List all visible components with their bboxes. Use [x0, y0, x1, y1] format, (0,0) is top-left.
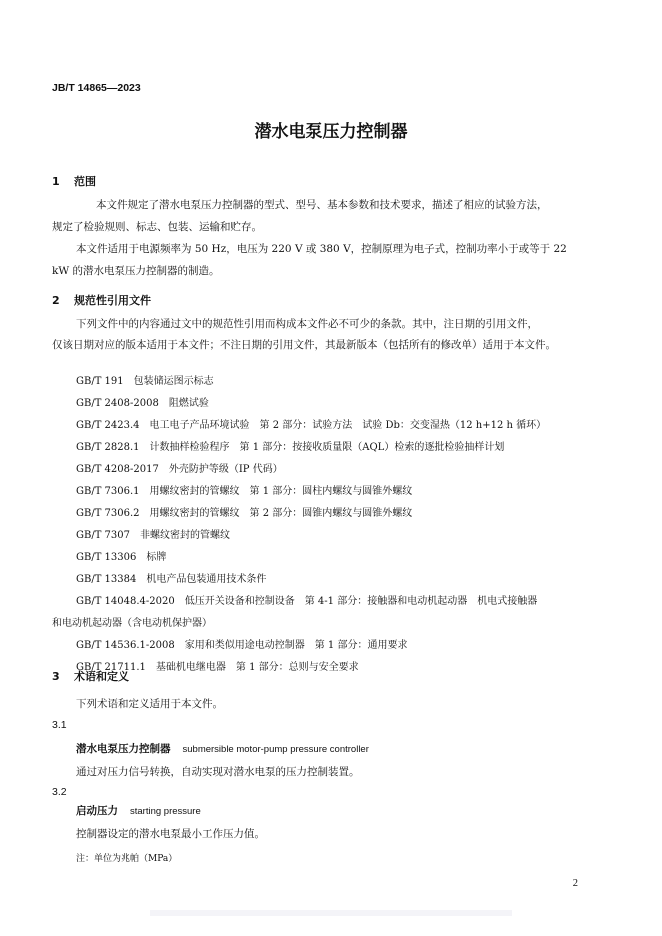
paragraph-line: 下列术语和定义适用于本文件。 — [76, 698, 223, 710]
section-3-heading — [52, 668, 129, 684]
section-number: 3 — [52, 670, 60, 683]
term-definition: 控制器设定的潜水电泵最小工作压力值。 — [76, 828, 265, 840]
reference-item: GB/T 21711.1 基础机电继电器 第 1 部分：总则与安全要求 — [76, 662, 359, 673]
reference-item: GB/T 13384 机电产品包装通用技术条件 — [76, 574, 267, 585]
term-english: starting pressure — [130, 806, 201, 817]
faint-watermark-strip — [150, 906, 512, 920]
reference-item: GB/T 13306 标牌 — [76, 552, 167, 563]
section-title: 术语和定义 — [74, 670, 129, 683]
paragraph-line: 规定了检验规则、标志、包装、运输和贮存。 — [52, 221, 262, 233]
term-number: 3.2 — [52, 786, 67, 798]
standard-number: JB/T 14865—2023 — [52, 82, 141, 94]
paragraph-line: 仅该日期对应的版本适用于本文件；不注日期的引用文件，其最新版本（包括所有的修改单）适用于本文件。 — [52, 339, 556, 351]
reference-item: GB/T 14048.4-2020 低压开关设备和控制设备 第 4-1 部分：接触器和电动机起动器 机电式接触器 — [76, 596, 538, 607]
reference-item: GB/T 2408-2008 阻燃试验 — [76, 398, 209, 409]
term-definition: 通过对压力信号转换，自动实现对潜水电泵的压力控制装置。 — [76, 766, 360, 778]
term-chinese: 潜水电泵压力控制器 — [76, 743, 171, 755]
reference-item: GB/T 2423.4 电工电子产品环境试验 第 2 部分：试验方法 试验 Db：交变湿热（12 h+12 h 循环） — [76, 420, 547, 431]
term-heading — [76, 803, 201, 818]
section-2-heading — [52, 292, 151, 308]
reference-item: GB/T 4208-2017 外壳防护等级（IP 代码） — [76, 464, 283, 475]
paragraph-line: 下列文件中的内容通过文中的规范性引用而构成本文件必不可少的条款。其中，注日期的引用文件， — [76, 318, 538, 330]
term-heading — [76, 741, 369, 756]
section-title: 规范性引用文件 — [74, 294, 151, 307]
paragraph-line: kW 的潜水电泵压力控制器的制造。 — [52, 265, 220, 277]
section-number: 1 — [52, 175, 60, 188]
term-english: submersible motor-pump pressure controller — [182, 744, 369, 755]
reference-item: GB/T 191 包装储运图示标志 — [76, 376, 214, 387]
reference-item: GB/T 14536.1-2008 家用和类似用途电动控制器 第 1 部分：通用要求 — [76, 640, 408, 651]
term-note: 注：单位为兆帕（MPa） — [76, 854, 178, 864]
section-1-heading — [52, 173, 96, 189]
term-chinese: 启动压力 — [76, 805, 118, 817]
section-number: 2 — [52, 294, 60, 307]
paragraph-line: 本文件规定了潜水电泵压力控制器的型式、型号、基本参数和技术要求，描述了相应的试验方法， — [96, 199, 548, 211]
reference-item: GB/T 7306.1 用螺纹密封的管螺纹 第 1 部分：圆柱内螺纹与圆锥外螺纹 — [76, 486, 413, 497]
page-number: 2 — [572, 878, 578, 889]
reference-item-continuation: 和电动机起动器（含电动机保护器） — [52, 618, 212, 629]
reference-item: GB/T 2828.1 计数抽样检验程序 第 1 部分：按接收质量限（AQL）检索的逐批检验抽样计划 — [76, 442, 505, 453]
reference-item: GB/T 7306.2 用螺纹密封的管螺纹 第 2 部分：圆锥内螺纹与圆锥外螺纹 — [76, 508, 413, 519]
document-title: 潜水电泵压力控制器 — [254, 122, 408, 142]
reference-item: GB/T 7307 非螺纹密封的管螺纹 — [76, 530, 231, 541]
section-title: 范围 — [74, 175, 96, 188]
paragraph-line: 本文件适用于电源频率为 50 Hz，电压为 220 V 或 380 V，控制原理为电子式，控制功率小于或等于 22 — [76, 243, 567, 255]
term-number: 3.1 — [52, 719, 67, 731]
